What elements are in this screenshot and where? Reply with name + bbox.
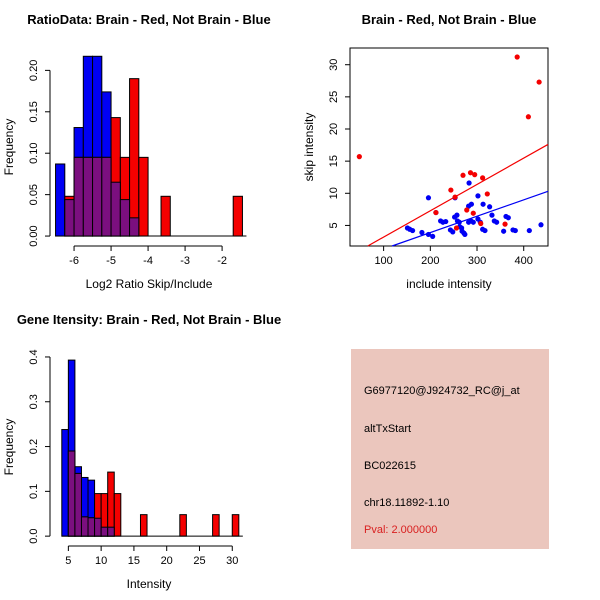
chart-title: Brain - Red, Not Brain - Blue [361, 12, 537, 27]
x-tick-label: 10 [95, 555, 108, 567]
x-axis-label: include intensity [406, 277, 492, 291]
x-axis-label: Intensity [126, 577, 172, 591]
x-tick-label: 30 [226, 555, 239, 567]
bar [93, 157, 102, 236]
x-tick-label: -5 [106, 255, 116, 267]
bar [180, 515, 187, 537]
x-tick-label: 400 [514, 255, 533, 267]
data-point [443, 219, 448, 224]
data-point [450, 229, 455, 234]
data-point [452, 195, 457, 200]
bar [114, 494, 121, 537]
y-axis-label: skip intensity [302, 112, 316, 182]
bar [65, 200, 74, 236]
x-tick-label: -6 [69, 255, 79, 267]
data-point [489, 213, 494, 218]
y-tick-label: 0.20 [28, 59, 40, 82]
bar [102, 157, 111, 236]
x-tick-label: 100 [374, 255, 393, 267]
y-tick-label: 0.15 [28, 101, 40, 123]
y-axis-label: Frequency [2, 418, 16, 476]
data-point [430, 234, 435, 239]
data-point [501, 229, 506, 234]
bar [108, 472, 115, 536]
accession: BC022615 [364, 460, 416, 472]
y-axis-label: Frequency [2, 118, 16, 176]
points-notbrain-blue [405, 180, 544, 239]
x-axis-label: Log2 Ratio Skip/Include [85, 277, 213, 291]
data-point [464, 207, 469, 212]
data-point [538, 222, 543, 227]
bar [95, 518, 102, 536]
x-tick-label: -2 [217, 255, 227, 267]
probeset-info-box [351, 349, 549, 549]
data-point [471, 211, 476, 216]
data-point [478, 221, 483, 226]
y-tick-label: 0.4 [28, 349, 40, 365]
data-point [482, 228, 487, 233]
chart-title: RatioData: Brain - Red, Not Brain - Blue [27, 12, 271, 27]
bar [120, 200, 129, 236]
data-point [426, 195, 431, 200]
data-point [513, 228, 518, 233]
gene-intensity-histogram-chart [0, 300, 300, 600]
data-point [460, 173, 465, 178]
pval: Pval: 2.000000 [364, 524, 438, 536]
y-tick-label: 30 [328, 58, 340, 71]
data-point [526, 114, 531, 119]
data-point [454, 213, 459, 218]
data-point [466, 180, 471, 185]
x-tick-label: 5 [65, 555, 72, 567]
y-tick-label: 0.1 [28, 483, 40, 499]
points-brain-red [357, 54, 542, 230]
x-tick-label: 200 [421, 255, 440, 267]
brain-fit-line [368, 144, 548, 246]
skip-include-scatter-chart [300, 0, 600, 300]
data-point [448, 187, 453, 192]
bar [74, 157, 83, 236]
y-tick-label: 25 [328, 90, 340, 103]
y-tick-label: 0.05 [28, 183, 40, 206]
bar [232, 515, 239, 537]
bar [56, 164, 65, 236]
data-point [357, 154, 362, 159]
bar [75, 473, 82, 536]
data-point [410, 228, 415, 233]
x-tick-label: -4 [143, 255, 153, 267]
genome-location: chr18.11892-1.10 [364, 497, 450, 509]
x-tick-label: -3 [180, 255, 190, 267]
data-point [454, 225, 459, 230]
x-tick-label: 15 [127, 555, 141, 567]
data-point [457, 220, 462, 225]
y-tick-label: 0.00 [28, 225, 40, 247]
bar [233, 196, 242, 236]
data-point [502, 222, 507, 227]
data-point [472, 172, 477, 177]
gene-intensity-histogram-panel [0, 300, 300, 600]
bar [108, 527, 115, 536]
bar [130, 79, 139, 236]
data-point [433, 210, 438, 215]
y-tick-label: 0.2 [28, 438, 40, 455]
bar [161, 196, 170, 236]
x-tick-label: 25 [193, 555, 206, 567]
x-tick-label: 20 [160, 555, 173, 567]
y-tick-label: 10 [328, 187, 340, 200]
bar [130, 218, 139, 236]
data-point [487, 204, 492, 209]
y-tick-label: 15 [328, 155, 340, 168]
y-tick-label: 0.0 [28, 528, 40, 544]
x-tick-label: 300 [467, 255, 487, 267]
data-point [485, 191, 490, 196]
bar [68, 451, 75, 536]
bar [62, 430, 69, 537]
bar [88, 518, 95, 536]
bar [140, 515, 147, 537]
bar [81, 517, 88, 536]
data-point [515, 54, 520, 59]
chart-title: Gene Itensity: Brain - Red, Not Brain - Blue [16, 312, 282, 327]
data-point [469, 202, 474, 207]
data-point [471, 220, 476, 225]
intensity-scatter-panel [300, 0, 600, 300]
data-point [527, 228, 532, 233]
data-point [462, 232, 467, 237]
bar [139, 157, 148, 236]
data-point [494, 220, 499, 225]
ratio-histogram-chart [0, 0, 300, 300]
ratio-histogram-panel [0, 0, 300, 300]
data-point [480, 175, 485, 180]
probeset-id: G6977120@J924732_RC@j_at [364, 385, 520, 397]
bar [213, 515, 220, 537]
data-point [506, 215, 511, 220]
data-point [419, 230, 424, 235]
data-point [537, 79, 542, 84]
y-tick-label: 0.10 [28, 142, 40, 164]
bar [83, 157, 92, 236]
y-tick-label: 0.3 [28, 394, 40, 410]
data-point [480, 202, 485, 207]
y-tick-label: 5 [328, 222, 340, 229]
bar [101, 527, 108, 536]
y-tick-label: 20 [328, 122, 340, 136]
event-type: altTxStart [364, 423, 412, 435]
bar [111, 182, 120, 236]
info-panel [300, 300, 600, 600]
data-point [475, 193, 480, 198]
